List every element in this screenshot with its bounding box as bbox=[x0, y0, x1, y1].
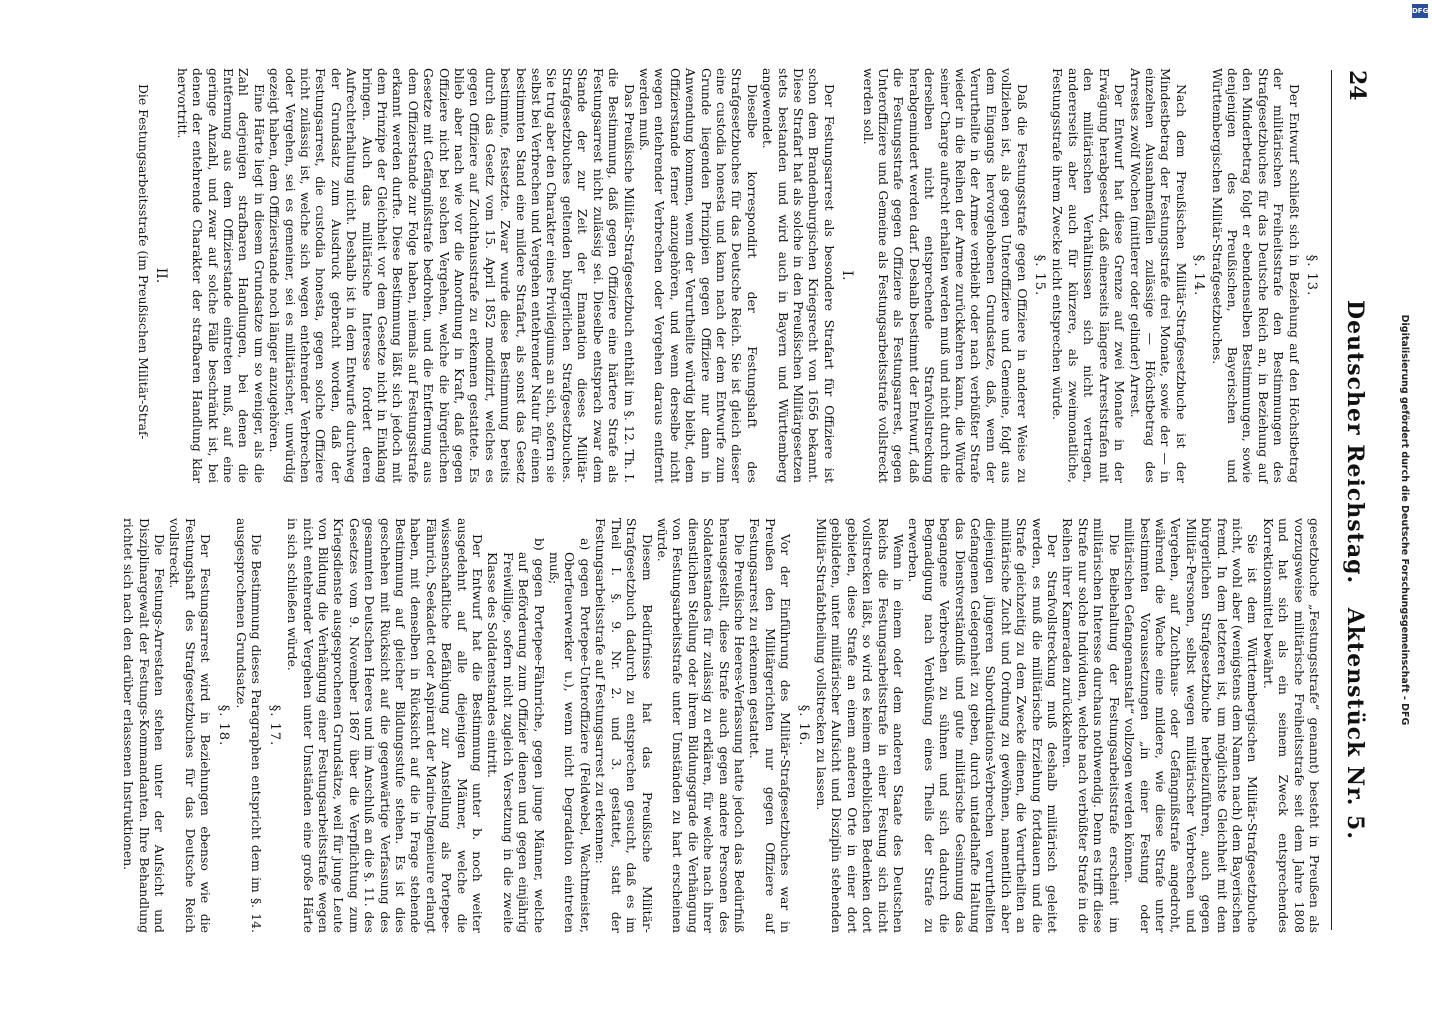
paragraph: Die Beibehaltung der Festungsarbeitsstrafe erscheint im militärischen Interesse durchaus nothwendig. Denn es trifft diese Strafe nur solche Individuen, welche nach verbüßter Strafe in die Reihen ihrer Kameraden zurückkehren. bbox=[1060, 518, 1122, 933]
left-text-column bbox=[136, 68, 1322, 483]
section-heading: §. 13. bbox=[1304, 254, 1319, 297]
running-title-right: Aktenstück Nr. 5. bbox=[1342, 607, 1368, 840]
paragraph: Der Festungsarrest wird in Beziehungen ebenso wie die Festungshaft des Strafgesetzbuches für das Deutsche Reich vollstreckt. bbox=[167, 518, 214, 933]
paragraph: Eine Härte liegt in diesem Grundsatze um so weniger, als die Zahl derjenigen strafbaren Handlungen, bei denen die Entfernung aus dem Offizierstande eintreten muß, auf eine geringe Anzahl, und zwar auf solche Fälle beschränkt ist, bei denen der entehrende Charakter der strafbaren Handlung klar hervortritt. bbox=[174, 68, 267, 483]
section-heading: §. 14. bbox=[1191, 254, 1207, 297]
header-rule bbox=[1331, 70, 1332, 930]
paragraph: Der Entwurf schließt sich in Beziehung auf den Höchstbetrag der militärischen Freiheitsstrafe den Bestimmungen des Strafgesetzbuches für das Deutsche Reich an, in Beziehung auf den Minderbetrag folgt er ebendenselben Bestimmungen, sowie denjenigen des Preußischen, Bayerischen und Württembergischen Militär-Strafgesetzbuches. bbox=[1209, 68, 1302, 483]
paragraph: Vor der Einführung des Militär-Strafgesetzbuches war in Preußen den Militärgerichten nur gegen Offiziere auf Festungsarrest zu erkennen gestattet. bbox=[747, 518, 794, 933]
digitization-note: Digitalisierung gefördert durch die Deutsche Forschungsgemeinschaft - DFG bbox=[1399, 314, 1410, 726]
digitization-footer bbox=[1396, 20, 1410, 1020]
paragraph: Der Entwurf hat die Bestimmung unter b. noch weiter ausgedehnt auf alle diejenigen Männer, welche die wissenschaftliche Befähigung zur Anstellung als Portepee-Fähnrich, Seekadett oder Aspirant der Marine-Ingenieure erlangt haben, mit denselben in Rücksicht auf die in Frage stehende Bestimmung auf gleicher Bildungsstufe stehen. Es ist dies geschehen mit Rücksicht auf die gegenwärtige Verfassung des gesammten Deutschen Heeres und im Anschluß an die §. 11. des Gesetzes vom 9. November 1867 über die Verpflichtung zum Kriegsdienste ausgesprochenen Grundsätze, weil für junge Leute von Bildung die Verhängung einer Festungsarbeitsstrafe wegen nicht entehrender Vergehen unter Umständen eine große Härte in sich schließen würde. bbox=[285, 518, 486, 933]
paragraph: Sie ist dem Württembergischen Militär-Strafgesetzbuche nicht, wohl aber (wenigstens dem Namen nach) dem Bayerischen fremd. In dem letzteren ist, um möglichste Gleichheit mit dem bürgerlichen Strafgesetzbuche herbeizuführen, auch gegen Militär-Personen, selbst wegen militärischer Verbrechen und Vergehen, auf Zuchthaus- oder Gefängnißstrafe angedroht, während die Wache eine mildere, wie diese Strafe unter bestimmten Voraussetzungen „in einer Festung oder militärischen Gefangenanstalt“ vollzogen werden können. bbox=[1122, 518, 1261, 933]
paragraph: Dieselbe korrespondirt der Festungshaft des Strafgesetzbuches für das Deutsche Reich. Sie ist gleich dieser eine custodia honesta und kann nach der dem Entwurfe zum Grunde liegenden Prinzipien gegen Offiziere nur dann in Anwendung kommen, wenn der Verurtheilte würdig bleibt, dem Offizierstande ferner anzugehören, und wenn derselbe nicht wegen entehrender Verbrechen oder Vergehen daraus entfernt werden muß. bbox=[636, 68, 760, 483]
paragraph: Der Strafvollstreckung muß deshalb militärisch geleitet werden, es muß die militärische Erziehung fortdauern und die Strafe gleichzeitig zu dem Zwecke dienen, die Verurtheilten an militärische Zucht und Ordnung zu gewöhnen, namentlich aber diejenigen jüngeren Subordinations-Verbrechen verurtheilten Gefangenen Gelegenheit zu geben, durch untadelhafte Haltung das Dienstverständniß und gute militärische Gesinnung das begangene Verbrechen zu sühnen und sich dadurch die Begnadigung nach Verbüßung eines Theils der Strafe zu erwerben. bbox=[906, 518, 1061, 933]
section-heading: §. 15. bbox=[1032, 254, 1048, 297]
list-item: a) gegen Portepee-Unteroffiziere (Feldwebel, Wachtmeister, Oberfeuerwerker u.), wenn nicht Degradation eintreten muß; bbox=[547, 538, 593, 933]
paragraph: Wenn in einem oder dem anderen Staate des Deutschen Reichs die Festungsarbeitsstrafe in einer Festung sich nicht vollstrecken läßt, so wird es keinem erheblichen Bedenken dort gebieten, diese Strafe an einem anderen Orte in einer dort gebildeten, unter militärischer Aufsicht und Disziplin stehenden Militär-Strafabtheilung vollstrecken zu lassen. bbox=[814, 518, 907, 933]
paragraph: gesetzbuche „Festungsstrafe“ genannt) besteht in Preußen als vorzugsweise militärische Freiheitsstrafe seit dem Jahre 1808 und hat sich als ein seinem Zweck entsprechendes Korrektionsmittel bewährt. bbox=[1260, 518, 1322, 933]
paragraph: Der Entwurf hat diese Grenze auf zwei Monate in der Erwägung herabgesetzt, daß einerseits längere Arreststrafen mit den militärischen Verhältnissen sich nicht vertragen, andererseits aber auch für kürzere, als zweimonatliche, Festungsstrafe ihrem Zwecke nicht entsprechen würde. bbox=[1050, 68, 1128, 483]
paragraph: Die Preußische Heeres-Verfassung hatte jedoch das Bedürfniß herausgestellt, diese Strafe auch gegen andere Personen des Soldatenstandes für zulässig zu erklären, für welche nach ihrer dienstlichen Stellung oder ihrem Bildungsgrade die Verhängung von Festungsarbeitsstrafe unter Umständen zu hart erscheinen würde. bbox=[654, 518, 747, 933]
paragraph: Die Festungs-Arrestaten stehen unter der Aufsicht und Disziplinargewalt der Festungs-Kommandanten. Ihre Behandlung richtet sich nach den darüber erlassenen Instruktionen. bbox=[121, 518, 167, 933]
paragraph: Der Festungsarrest als besondere Strafart für Offiziere ist schon dem Brandenburgischen Kriegsrecht von 1656 bekannt. Diese Strafart hat als solche in den Preußischen Militärgesetzen stets bestanden und wird auch in Bayern und Württemberg angewendet. bbox=[760, 68, 837, 483]
paragraph: Daß die Festungsstrafe gegen Offiziere in anderer Weise zu vollziehen ist, als gegen Unteroffiziere und Gemeine, folgt aus dem Eingangs hervorgehobenen Grundsatze, daß, wenn der Verurtheilte in der Armee verbleibt oder nach verbüßter Strafe wieder in die Reihen der Armee zurückkehren kann, die Würde seiner Charge aufrecht erhalten werden muß und nicht durch die derselben nicht entsprechende Strafvollstreckung herabgemindert werden darf. Deshalb bestimmt der Entwurf, daß die Festungsstrafe gegen Offiziere als Festungsarrest, gegen Unteroffiziere und Gemeine als Festungsarbeitsstrafe vollstreckt werden soll. bbox=[860, 68, 1030, 483]
paragraph: Die Bestimmung dieses Paragraphen entspricht dem im §. 14. ausgesprochenen Grundsatze. bbox=[233, 518, 265, 933]
paragraph: Nach dem Preußischen Militär-Strafgesetzbuche ist der Mindestbetrag der Festungsstrafe drei Monate, sowie der — in einzelnen Ausnahmefällen zulässige — Höchstbetrag des Arrestes zwölf Wochen (mittlerer oder gelinder) Arrest. bbox=[1127, 68, 1189, 483]
paragraph: Das Preußische Militär-Strafgesetzbuch enthält im §. 12. Th. I. die Bestimmung, daß gegen Offiziere eine härtere Strafe als Festungsarrest nicht zulässig sei. Dieselbe entsprach zwar dem Stande der zur Zeit der Emanation dieses Militär-Strafgesetzbuches geltenden bürgerlichen Strafgesetzbuches. Sie trug aber den Charakter eines Privilegiums an sich, sofern sie selbst bei Verbrechen und Vergehen entehrender Natur für einen bestimmten Stand eine mildere Strafart, als sonst das Gesetz bestimmte, festsetzte. Zwar wurde diese Bestimmung bereits durch das Gesetz vom 15. April 1852 modifizirt, welches es gegen Offiziere auf Zuchthausstrafe zu erkennen gestattete. Es blieb aber nach wie vor die Anordnung in Kraft, daß gegen Offiziere nicht bei solchen Vergehen, welche die bürgerlichen Gesetze mit Gefängnißstrafe bedrohen, und die Entfernung aus dem Offizierstande zur Folge haben, niemals auf Festungsstrafe erkannt werden durfte. Diese Bestimmung läßt sich jedoch mit dem Prinzipe der Gleichheit vor dem Gesetze nicht in Einklang bringen. Auch das militärische Interesse fordert deren Aufrechterhaltung nicht. Deshalb ist in dem Entwurfe durchweg der Grundsatz zum Ausdruck gebracht worden, daß der Festungsarrest, die custodia honesta, gegen solche Offiziere nicht zulässig ist, welche sich wegen entehrender Verbrechen oder Vergehen, sei es gemeiner, sei es militärischer, unwürdig gezeigt haben, dem Offizierstande noch länger anzugehören. bbox=[267, 68, 637, 483]
page-header bbox=[1330, 70, 1370, 950]
paragraph: Die Festungsarbeitsstrafe (im Preußischen Militär-Straf- bbox=[135, 84, 151, 440]
list-item: b) gegen Portepee-Fähnriche, gegen junge Männer, welche auf Beförderung zum Offizier dienen und gegen einjährig Freiwillige, sofern nicht zugleich Versetzung in die zweite Klasse des Soldatenstandes eintritt. bbox=[485, 538, 547, 933]
section-heading: §. 16. bbox=[795, 704, 811, 747]
paragraph: Diesem Bedürfnisse hat das Preußische Militär-Strafgesetzbuch dadurch zu entsprechen gesucht, daß es im Theil I. §. 9. Nr. 2. und 3. gestattet, statt der Festungsarbeitsstrafe auf Festungsarrest zu erkennen: bbox=[593, 518, 655, 933]
right-text-column bbox=[121, 518, 1322, 933]
section-heading: §. 18. bbox=[215, 704, 231, 747]
section-heading: §. 17. bbox=[266, 704, 282, 747]
page-number: 24 bbox=[1344, 70, 1370, 101]
roman-heading: II. bbox=[153, 267, 170, 284]
dfg-logo: DFG bbox=[1412, 4, 1428, 18]
running-title-left: Deutscher Reichstag. bbox=[1342, 300, 1368, 585]
roman-heading: I. bbox=[839, 270, 856, 281]
